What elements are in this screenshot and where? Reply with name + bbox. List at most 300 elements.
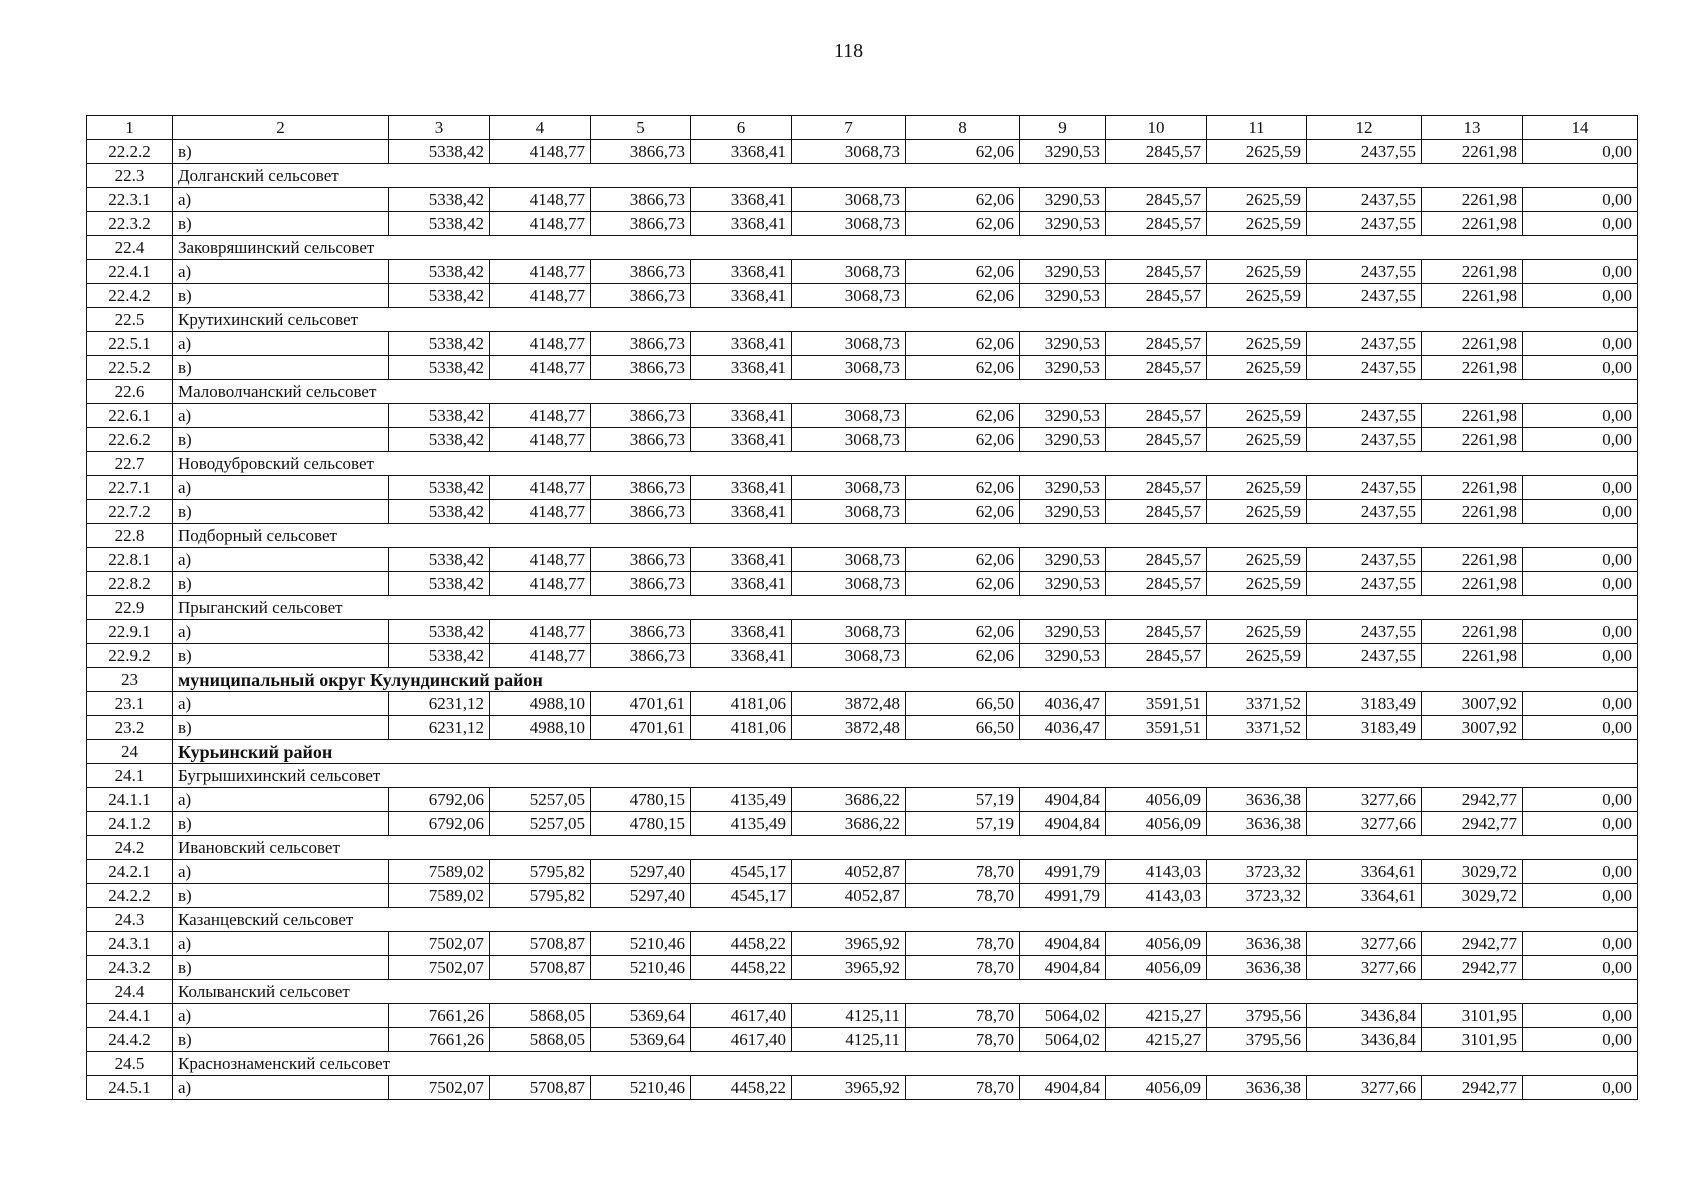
row-number: 22.5 [87, 308, 173, 332]
table-body [87, 116, 1638, 1100]
value-cell: 2625,59 [1207, 356, 1307, 380]
value-cell: 5708,87 [490, 1076, 591, 1100]
value-cell: 2261,98 [1422, 140, 1523, 164]
value-cell: 7502,07 [389, 932, 490, 956]
value-cell: 4056,09 [1106, 788, 1207, 812]
value-cell: 3723,32 [1207, 860, 1307, 884]
value-cell: 4125,11 [792, 1028, 906, 1052]
value-cell: 2845,57 [1106, 644, 1207, 668]
value-cell: 0,00 [1523, 860, 1638, 884]
section-row [87, 596, 1638, 620]
table-row [87, 932, 1638, 956]
row-number: 24.4.2 [87, 1028, 173, 1052]
value-cell: 3686,22 [792, 788, 906, 812]
row-number: 23.1 [87, 692, 173, 716]
row-number: 23.2 [87, 716, 173, 740]
value-cell: 3371,52 [1207, 692, 1307, 716]
value-cell: 62,06 [906, 548, 1020, 572]
value-cell: 5369,64 [591, 1004, 691, 1028]
value-cell: 3866,73 [591, 284, 691, 308]
section-row [87, 1052, 1638, 1076]
row-number: 24.2.2 [87, 884, 173, 908]
value-cell: 2845,57 [1106, 572, 1207, 596]
row-label: в) [173, 572, 389, 596]
value-cell: 2261,98 [1422, 548, 1523, 572]
row-label: а) [173, 476, 389, 500]
table-row [87, 548, 1638, 572]
value-cell: 62,06 [906, 476, 1020, 500]
value-cell: 5257,05 [490, 812, 591, 836]
table-row [87, 212, 1638, 236]
value-cell: 2437,55 [1307, 620, 1422, 644]
value-cell: 2942,77 [1422, 1076, 1523, 1100]
row-label: а) [173, 188, 389, 212]
value-cell: 3068,73 [792, 212, 906, 236]
value-cell: 2845,57 [1106, 428, 1207, 452]
value-cell: 2437,55 [1307, 476, 1422, 500]
value-cell: 4215,27 [1106, 1004, 1207, 1028]
value-cell: 0,00 [1523, 932, 1638, 956]
value-cell: 3866,73 [591, 140, 691, 164]
value-cell: 2261,98 [1422, 644, 1523, 668]
value-cell: 4991,79 [1020, 884, 1106, 908]
value-cell: 62,06 [906, 260, 1020, 284]
value-cell: 3068,73 [792, 140, 906, 164]
value-cell: 2845,57 [1106, 500, 1207, 524]
value-cell: 0,00 [1523, 692, 1638, 716]
section-row [87, 308, 1638, 332]
value-cell: 3795,56 [1207, 1028, 1307, 1052]
value-cell: 2437,55 [1307, 188, 1422, 212]
value-cell: 0,00 [1523, 788, 1638, 812]
value-cell: 3368,41 [691, 620, 792, 644]
value-cell: 3290,53 [1020, 476, 1106, 500]
value-cell: 78,70 [906, 1004, 1020, 1028]
value-cell: 2261,98 [1422, 500, 1523, 524]
value-cell: 4904,84 [1020, 788, 1106, 812]
value-cell: 3591,51 [1106, 716, 1207, 740]
value-cell: 7589,02 [389, 884, 490, 908]
value-cell: 3290,53 [1020, 644, 1106, 668]
value-cell: 66,50 [906, 716, 1020, 740]
value-cell: 3368,41 [691, 428, 792, 452]
value-cell: 2437,55 [1307, 140, 1422, 164]
section-row [87, 668, 1638, 692]
value-cell: 3068,73 [792, 572, 906, 596]
value-cell: 4458,22 [691, 1076, 792, 1100]
row-number: 24.3 [87, 908, 173, 932]
table-row [87, 356, 1638, 380]
value-cell: 0,00 [1523, 140, 1638, 164]
value-cell: 3368,41 [691, 476, 792, 500]
header-cell: 9 [1020, 116, 1106, 140]
value-cell: 2625,59 [1207, 284, 1307, 308]
value-cell: 3007,92 [1422, 692, 1523, 716]
value-cell: 62,06 [906, 404, 1020, 428]
value-cell: 0,00 [1523, 812, 1638, 836]
value-cell: 3368,41 [691, 212, 792, 236]
value-cell: 62,06 [906, 620, 1020, 644]
value-cell: 57,19 [906, 812, 1020, 836]
value-cell: 5064,02 [1020, 1028, 1106, 1052]
value-cell: 3636,38 [1207, 956, 1307, 980]
value-cell: 3290,53 [1020, 188, 1106, 212]
value-cell: 2437,55 [1307, 284, 1422, 308]
value-cell: 4545,17 [691, 884, 792, 908]
value-cell: 4148,77 [490, 548, 591, 572]
section-row [87, 164, 1638, 188]
table-row [87, 1028, 1638, 1052]
value-cell: 3866,73 [591, 548, 691, 572]
row-number: 22.6 [87, 380, 173, 404]
value-cell: 3368,41 [691, 644, 792, 668]
value-cell: 4148,77 [490, 428, 591, 452]
value-cell: 3290,53 [1020, 332, 1106, 356]
value-cell: 0,00 [1523, 284, 1638, 308]
value-cell: 3068,73 [792, 620, 906, 644]
value-cell: 2437,55 [1307, 332, 1422, 356]
value-cell: 3866,73 [591, 188, 691, 212]
row-number: 24.1.2 [87, 812, 173, 836]
section-title: Прыганский сельсовет [173, 596, 1638, 620]
header-cell: 7 [792, 116, 906, 140]
value-cell: 2437,55 [1307, 260, 1422, 284]
value-cell: 3183,49 [1307, 716, 1422, 740]
value-cell: 5868,05 [490, 1028, 591, 1052]
value-cell: 0,00 [1523, 1028, 1638, 1052]
header-cell: 6 [691, 116, 792, 140]
value-cell: 4988,10 [490, 716, 591, 740]
row-number: 22.5.2 [87, 356, 173, 380]
value-cell: 3290,53 [1020, 284, 1106, 308]
row-label: а) [173, 788, 389, 812]
table-row [87, 716, 1638, 740]
section-title: Долганский сельсовет [173, 164, 1638, 188]
value-cell: 0,00 [1523, 620, 1638, 644]
value-cell: 62,06 [906, 140, 1020, 164]
row-label: в) [173, 956, 389, 980]
value-cell: 3866,73 [591, 332, 691, 356]
value-cell: 3068,73 [792, 500, 906, 524]
table-row [87, 860, 1638, 884]
value-cell: 4056,09 [1106, 812, 1207, 836]
header-cell: 5 [591, 116, 691, 140]
table-row [87, 692, 1638, 716]
value-cell: 2437,55 [1307, 212, 1422, 236]
value-cell: 3866,73 [591, 500, 691, 524]
value-cell: 6231,12 [389, 716, 490, 740]
table-row [87, 812, 1638, 836]
row-number: 22.4.2 [87, 284, 173, 308]
value-cell: 3368,41 [691, 500, 792, 524]
value-cell: 4148,77 [490, 476, 591, 500]
value-cell: 62,06 [906, 572, 1020, 596]
header-cell: 11 [1207, 116, 1307, 140]
value-cell: 4148,77 [490, 140, 591, 164]
value-cell: 3368,41 [691, 356, 792, 380]
header-cell: 10 [1106, 116, 1207, 140]
header-cell: 4 [490, 116, 591, 140]
value-cell: 78,70 [906, 932, 1020, 956]
value-cell: 0,00 [1523, 404, 1638, 428]
table-row [87, 188, 1638, 212]
value-cell: 2437,55 [1307, 644, 1422, 668]
section-row [87, 380, 1638, 404]
value-cell: 62,06 [906, 212, 1020, 236]
value-cell: 4458,22 [691, 956, 792, 980]
value-cell: 5338,42 [389, 212, 490, 236]
header-cell: 1 [87, 116, 173, 140]
value-cell: 2625,59 [1207, 404, 1307, 428]
row-number: 22.3 [87, 164, 173, 188]
value-cell: 3029,72 [1422, 884, 1523, 908]
value-cell: 3290,53 [1020, 500, 1106, 524]
row-number: 24.1.1 [87, 788, 173, 812]
row-label: а) [173, 692, 389, 716]
row-number: 22.7 [87, 452, 173, 476]
value-cell: 3368,41 [691, 140, 792, 164]
value-cell: 5795,82 [490, 860, 591, 884]
table-row [87, 404, 1638, 428]
value-cell: 2845,57 [1106, 140, 1207, 164]
value-cell: 4148,77 [490, 260, 591, 284]
value-cell: 4904,84 [1020, 812, 1106, 836]
row-number: 24.5.1 [87, 1076, 173, 1100]
section-title: Колыванский сельсовет [173, 980, 1638, 1004]
value-cell: 5338,42 [389, 548, 490, 572]
value-cell: 5369,64 [591, 1028, 691, 1052]
row-label: а) [173, 404, 389, 428]
value-cell: 4143,03 [1106, 884, 1207, 908]
row-label: в) [173, 140, 389, 164]
value-cell: 4135,49 [691, 812, 792, 836]
row-number: 22.6.1 [87, 404, 173, 428]
row-label: а) [173, 1076, 389, 1100]
row-label: в) [173, 1028, 389, 1052]
section-title: Новодубровский сельсовет [173, 452, 1638, 476]
value-cell: 3368,41 [691, 260, 792, 284]
value-cell: 4056,09 [1106, 956, 1207, 980]
table-row [87, 284, 1638, 308]
row-number: 22.7.1 [87, 476, 173, 500]
value-cell: 2845,57 [1106, 476, 1207, 500]
value-cell: 3277,66 [1307, 812, 1422, 836]
value-cell: 2845,57 [1106, 260, 1207, 284]
value-cell: 2942,77 [1422, 956, 1523, 980]
value-cell: 78,70 [906, 884, 1020, 908]
row-number: 24.3.1 [87, 932, 173, 956]
section-title: Подборный сельсовет [173, 524, 1638, 548]
tariff-table [86, 115, 1638, 1100]
value-cell: 2261,98 [1422, 572, 1523, 596]
value-cell: 3872,48 [792, 692, 906, 716]
value-cell: 0,00 [1523, 1076, 1638, 1100]
value-cell: 3371,52 [1207, 716, 1307, 740]
value-cell: 3068,73 [792, 404, 906, 428]
row-label: а) [173, 1004, 389, 1028]
value-cell: 4056,09 [1106, 1076, 1207, 1100]
value-cell: 7661,26 [389, 1028, 490, 1052]
value-cell: 4056,09 [1106, 932, 1207, 956]
value-cell: 0,00 [1523, 428, 1638, 452]
table-row [87, 428, 1638, 452]
row-number: 24.4 [87, 980, 173, 1004]
table-row [87, 140, 1638, 164]
value-cell: 2625,59 [1207, 332, 1307, 356]
value-cell: 62,06 [906, 284, 1020, 308]
row-number: 24.4.1 [87, 1004, 173, 1028]
row-label: в) [173, 284, 389, 308]
value-cell: 3591,51 [1106, 692, 1207, 716]
value-cell: 3068,73 [792, 548, 906, 572]
value-cell: 5338,42 [389, 572, 490, 596]
value-cell: 4148,77 [490, 572, 591, 596]
value-cell: 0,00 [1523, 212, 1638, 236]
value-cell: 4181,06 [691, 716, 792, 740]
value-cell: 4148,77 [490, 500, 591, 524]
row-number: 22.5.1 [87, 332, 173, 356]
row-label: а) [173, 620, 389, 644]
value-cell: 2845,57 [1106, 212, 1207, 236]
section-title: Крутихинский сельсовет [173, 308, 1638, 332]
value-cell: 2942,77 [1422, 932, 1523, 956]
value-cell: 3290,53 [1020, 140, 1106, 164]
value-cell: 0,00 [1523, 188, 1638, 212]
header-cell: 12 [1307, 116, 1422, 140]
value-cell: 62,06 [906, 500, 1020, 524]
row-label: а) [173, 932, 389, 956]
value-cell: 3364,61 [1307, 860, 1422, 884]
row-number: 24.3.2 [87, 956, 173, 980]
row-number: 22.3.1 [87, 188, 173, 212]
value-cell: 5338,42 [389, 284, 490, 308]
value-cell: 3068,73 [792, 260, 906, 284]
value-cell: 3068,73 [792, 188, 906, 212]
value-cell: 2261,98 [1422, 212, 1523, 236]
value-cell: 5064,02 [1020, 1004, 1106, 1028]
header-cell: 14 [1523, 116, 1638, 140]
value-cell: 62,06 [906, 428, 1020, 452]
value-cell: 5338,42 [389, 428, 490, 452]
value-cell: 3290,53 [1020, 572, 1106, 596]
value-cell: 3029,72 [1422, 860, 1523, 884]
page-number: 118 [833, 40, 864, 62]
value-cell: 2437,55 [1307, 548, 1422, 572]
value-cell: 3290,53 [1020, 428, 1106, 452]
value-cell: 3101,95 [1422, 1004, 1523, 1028]
value-cell: 4545,17 [691, 860, 792, 884]
value-cell: 4036,47 [1020, 716, 1106, 740]
table-row [87, 572, 1638, 596]
value-cell: 3068,73 [792, 284, 906, 308]
value-cell: 3290,53 [1020, 356, 1106, 380]
value-cell: 4780,15 [591, 812, 691, 836]
value-cell: 2625,59 [1207, 548, 1307, 572]
value-cell: 5708,87 [490, 932, 591, 956]
table-row [87, 260, 1638, 284]
value-cell: 0,00 [1523, 644, 1638, 668]
row-label: в) [173, 644, 389, 668]
value-cell: 0,00 [1523, 548, 1638, 572]
value-cell: 5338,42 [389, 476, 490, 500]
value-cell: 4701,61 [591, 716, 691, 740]
row-number: 24.2 [87, 836, 173, 860]
value-cell: 3866,73 [591, 572, 691, 596]
header-cell: 2 [173, 116, 389, 140]
value-cell: 5210,46 [591, 956, 691, 980]
value-cell: 4988,10 [490, 692, 591, 716]
value-cell: 0,00 [1523, 332, 1638, 356]
value-cell: 5210,46 [591, 932, 691, 956]
row-label: а) [173, 860, 389, 884]
value-cell: 3866,73 [591, 644, 691, 668]
table-row [87, 956, 1638, 980]
row-number: 24.5 [87, 1052, 173, 1076]
value-cell: 5338,42 [389, 644, 490, 668]
header-cell: 3 [389, 116, 490, 140]
value-cell: 5795,82 [490, 884, 591, 908]
value-cell: 2625,59 [1207, 500, 1307, 524]
value-cell: 2261,98 [1422, 356, 1523, 380]
value-cell: 4904,84 [1020, 932, 1106, 956]
section-row [87, 740, 1638, 764]
table-row [87, 1076, 1638, 1100]
value-cell: 3068,73 [792, 428, 906, 452]
value-cell: 3368,41 [691, 188, 792, 212]
section-title: Ивановский сельсовет [173, 836, 1638, 860]
value-cell: 3866,73 [591, 212, 691, 236]
value-cell: 3290,53 [1020, 548, 1106, 572]
value-cell: 4991,79 [1020, 860, 1106, 884]
value-cell: 4904,84 [1020, 956, 1106, 980]
value-cell: 3277,66 [1307, 932, 1422, 956]
value-cell: 3686,22 [792, 812, 906, 836]
value-cell: 78,70 [906, 1076, 1020, 1100]
value-cell: 2261,98 [1422, 404, 1523, 428]
value-cell: 57,19 [906, 788, 1020, 812]
value-cell: 3277,66 [1307, 788, 1422, 812]
value-cell: 2625,59 [1207, 572, 1307, 596]
value-cell: 4148,77 [490, 356, 591, 380]
row-number: 22.8.2 [87, 572, 173, 596]
section-row [87, 236, 1638, 260]
value-cell: 4125,11 [792, 1004, 906, 1028]
value-cell: 0,00 [1523, 260, 1638, 284]
value-cell: 3364,61 [1307, 884, 1422, 908]
value-cell: 3068,73 [792, 476, 906, 500]
value-cell: 2845,57 [1106, 620, 1207, 644]
row-number: 22.4.1 [87, 260, 173, 284]
value-cell: 4148,77 [490, 404, 591, 428]
table-row [87, 476, 1638, 500]
value-cell: 3290,53 [1020, 260, 1106, 284]
value-cell: 3866,73 [591, 404, 691, 428]
value-cell: 3368,41 [691, 404, 792, 428]
value-cell: 3866,73 [591, 260, 691, 284]
value-cell: 2845,57 [1106, 548, 1207, 572]
value-cell: 0,00 [1523, 572, 1638, 596]
value-cell: 6231,12 [389, 692, 490, 716]
row-label: в) [173, 884, 389, 908]
value-cell: 3866,73 [591, 620, 691, 644]
value-cell: 2845,57 [1106, 404, 1207, 428]
value-cell: 5297,40 [591, 860, 691, 884]
value-cell: 3290,53 [1020, 404, 1106, 428]
row-number: 22.2.2 [87, 140, 173, 164]
value-cell: 2625,59 [1207, 644, 1307, 668]
value-cell: 3636,38 [1207, 932, 1307, 956]
value-cell: 3965,92 [792, 1076, 906, 1100]
